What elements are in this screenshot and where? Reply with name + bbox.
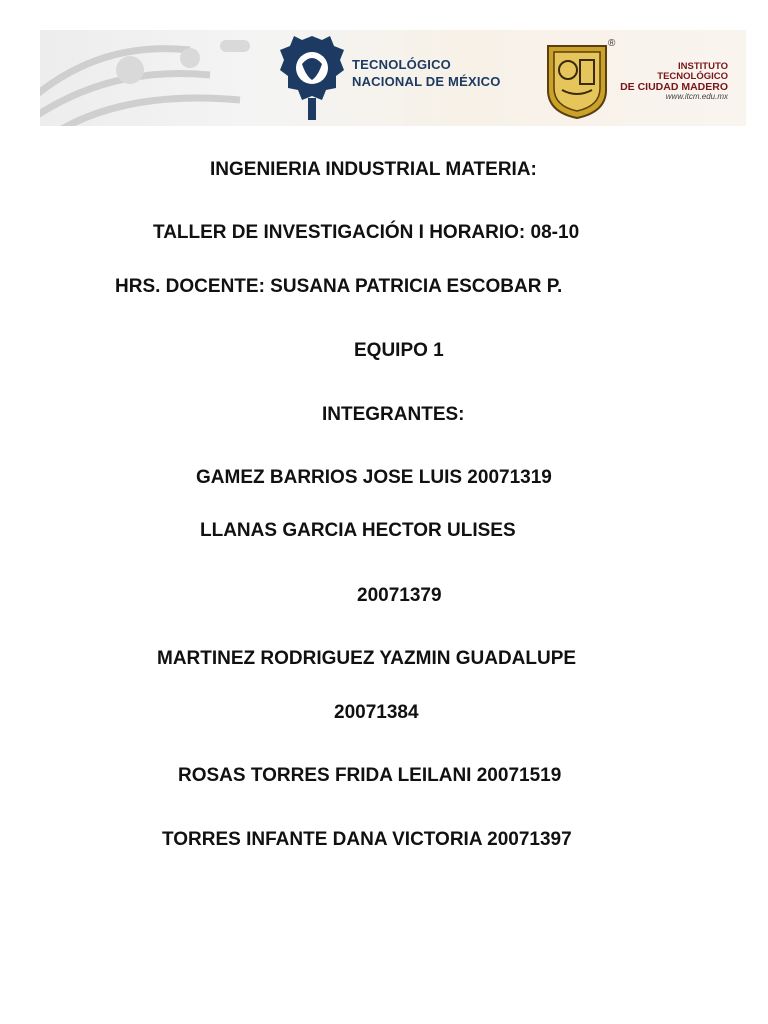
- tecnm-line2: NACIONAL DE MÉXICO: [352, 74, 501, 89]
- team-name: EQUIPO 1: [354, 340, 444, 361]
- member-line: ROSAS TORRES FRIDA LEILANI 20071519: [178, 765, 562, 786]
- itcm-line2: DE CIUDAD MADERO: [620, 81, 728, 93]
- career-line: INGENIERIA INDUSTRIAL MATERIA:: [210, 159, 537, 180]
- itcm-seal-icon: [544, 40, 610, 120]
- tecnm-logo-icon: [278, 34, 346, 122]
- decorative-pattern-icon: [40, 30, 280, 126]
- itcm-website: www.itcm.edu.mx: [665, 92, 728, 101]
- member-id-line: 20071379: [357, 585, 442, 606]
- member-line: GAMEZ BARRIOS JOSE LUIS 20071319: [196, 467, 552, 488]
- header-banner: [40, 30, 746, 126]
- tecnm-line1: TECNOLÓGICO: [352, 57, 451, 72]
- member-line: TORRES INFANTE DANA VICTORIA 20071397: [162, 829, 572, 850]
- subject-line: TALLER DE INVESTIGACIÓN I HORARIO: 08-10: [153, 222, 580, 243]
- member-line: LLANAS GARCIA HECTOR ULISES: [200, 520, 516, 541]
- member-id-line: 20071384: [334, 702, 419, 723]
- itcm-line1: INSTITUTO TECNOLÓGICO: [657, 61, 728, 82]
- itcm-wordmark: [616, 62, 728, 102]
- teacher-line: HRS. DOCENTE: SUSANA PATRICIA ESCOBAR P.: [115, 276, 563, 297]
- member-line: MARTINEZ RODRIGUEZ YAZMIN GUADALUPE: [157, 648, 577, 669]
- tecnm-wordmark: [352, 56, 501, 90]
- members-heading: INTEGRANTES:: [322, 404, 465, 425]
- registered-mark: ®: [608, 38, 616, 49]
